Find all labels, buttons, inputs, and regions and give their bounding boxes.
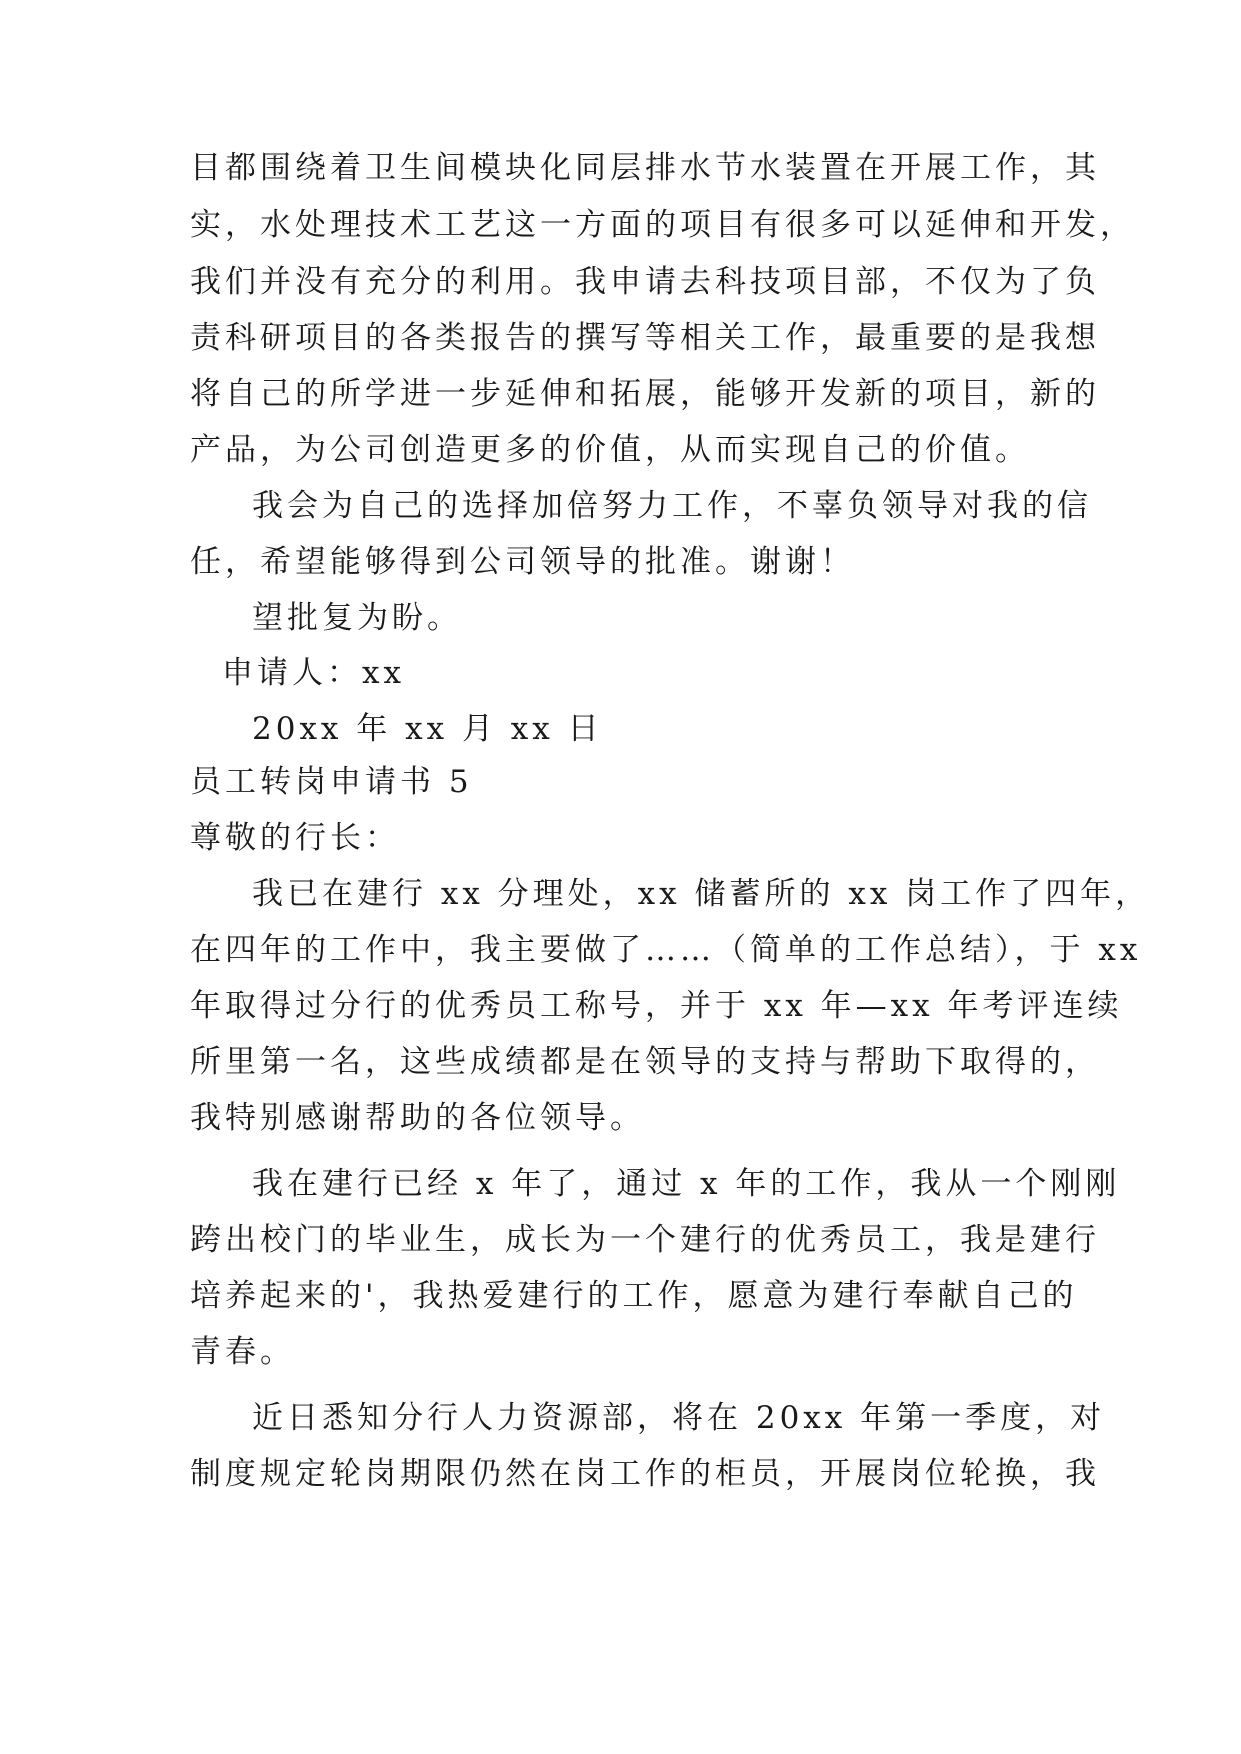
paragraph-line: 实，水处理技术工艺这一方面的项目有很多可以延伸和开发， — [190, 207, 1135, 243]
paragraph-line: 培养起来的'，我热爱建行的工作，愿意为建行奉献自己的 — [190, 1278, 1078, 1314]
paragraph-line: 近日悉知分行人力资源部，将在 20xx 年第一季度，对 — [252, 1400, 1106, 1436]
paragraph-line: 目都围绕着卫生间模块化同层排水节水装置在开展工作，其 — [190, 150, 1100, 186]
paragraph-line: 我们并没有充分的利用。我申请去科技项目部，不仅为了负 — [190, 264, 1100, 300]
closing-line: 望批复为盼。 — [252, 600, 462, 636]
paragraph-line: 在四年的工作中，我主要做了……（简单的工作总结），于 xx — [190, 932, 1142, 968]
paragraph-line: 产品，为公司创造更多的价值，从而实现自己的价值。 — [190, 432, 1030, 468]
paragraph-line: 制度规定轮岗期限仍然在岗工作的柜员，开展岗位轮换，我 — [190, 1456, 1100, 1492]
paragraph-line: 我会为自己的选择加倍努力工作，不辜负领导对我的信 — [252, 488, 1092, 524]
date-line: 20xx 年 xx 月 xx 日 — [252, 711, 603, 747]
paragraph-line: 将自己的所学进一步延伸和拓展，能够开发新的项目，新的 — [190, 376, 1100, 412]
paragraph-line: 我特别感谢帮助的各位领导。 — [190, 1100, 645, 1136]
paragraph-line: 任，希望能够得到公司领导的批准。谢谢！ — [190, 544, 855, 580]
paragraph-line: 跨出校门的毕业生，成长为一个建行的优秀员工，我是建行 — [190, 1222, 1100, 1258]
paragraph-line: 所里第一名，这些成绩都是在领导的支持与帮助下取得的， — [190, 1044, 1100, 1080]
paragraph-line: 我在建行已经 x 年了，通过 x 年的工作，我从一个刚刚 — [252, 1166, 1121, 1202]
section-title: 员工转岗申请书 5 — [190, 764, 473, 800]
paragraph-line: 年取得过分行的优秀员工称号，并于 xx 年—xx 年考评连续 — [190, 988, 1123, 1024]
applicant-line: 申请人：xx — [222, 655, 405, 691]
salutation: 尊敬的行长： — [190, 820, 400, 856]
paragraph-line: 青春。 — [190, 1334, 295, 1370]
paragraph-line: 责科研项目的各类报告的撰写等相关工作，最重要的是我想 — [190, 320, 1100, 356]
paragraph-line: 我已在建行 xx 分理处，xx 储蓄所的 xx 岗工作了四年， — [252, 876, 1151, 912]
